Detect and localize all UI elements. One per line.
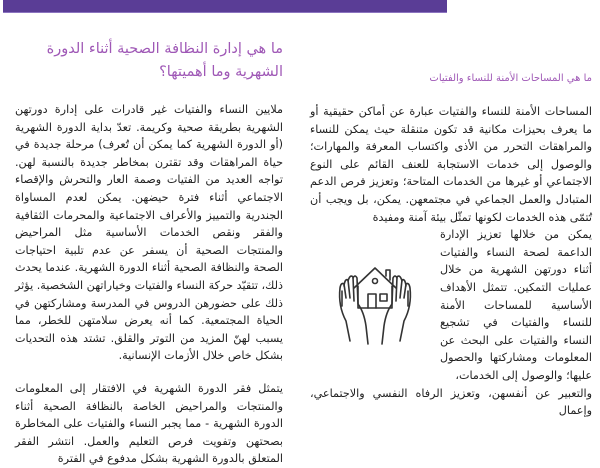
paragraph-safe-spaces-intro: المساحات الأمنة للنساء والفتيات عبارة عن أماكن حقيقية أو ما يعرف بحيزات مكانية قد تكون متنقلة حيث يمكن للنساء والمراهقات التحرر من الأذى واكتساب المعرفة والمهارات؛ والوصول إلى خدمات الاستجابة للعنف القائم على النوع الاجتماعي أو غيرها من الخدمات المتاحة؛ وتعزيز فرص الدعم المتبادل والعمل الجماعي في مجتمعهن. يمكن، بل ويجب أن تُتمّى هذه الخدمات لكونها تمثّل بيئة آمنة ومفيدة (310, 105, 592, 224)
hands-holding-house-icon (310, 226, 440, 376)
right-column (310, 72, 592, 420)
header-bar (3, 0, 447, 13)
left-column (15, 38, 283, 468)
paragraph-menstrual-hygiene-intro: ملايين النساء والفتيات غير قادرات على إدارة دورتهن الشهرية بطريقة صحية وكريمة. تعدّ بداية الدورة الشهرية (أو الدورة الشهرية كما يمكن أن تُعرف) مرحلة جديدة في حياة المراهقات وقد تقترن بمخاطر جديدة بالنسبة لهن. تواجه العديد من الفتيات وصمة العار والتحرش والإقصاء الاجتماعي أثناء فترة حيضهن. يمكن لعدم المساواة الجندرية والتمييز والأعراف الاجتماعية والمحرمات الثقافية والفقر ونقص الخدمات الأساسية مثل المراحيض والمنتجات الصحية أن يسفر عن عدم تلبية احتياجات الصحة والنظافة الصحية أثناء الدورة الشهرية. عندما يحدث ذلك، تتقيّد حركة النساء والفتيات وخياراتهن الشخصية. يؤثر ذلك على حضورهن الدروس في المدرسة ومشاركتهن في الحياة المجتمعية. كما أنه يعرض سلامتهن للخطر، مما يسبب لهنّ المزيد من التوتر والقلق. تشتد هذه التحديات بشكل خاص خلال الأزمات الإنسانية. (15, 103, 283, 363)
paragraph-safe-spaces-objectives: يمكن من خلالها تعزيز الإدارة الداعمة لصحة النساء والفتيات أثناء دورتهن الشهرية من خلال عمليات التمكين. تتمثل الأهداف الأساسية للمساحات الأمنة للنساء والفتيات في تشجيع النساء والفتيات على البحث عن المعلومات ومشاركتها والحصول عليها؛ والوصول إلى الخدمات، (440, 228, 592, 382)
section-heading-menstrual-hygiene: ما هي إدارة النظافة الصحية أثناء الدورة الشهرية وما أهميتها؟ (46, 41, 283, 80)
paragraph-safe-spaces-continued: والتعبير عن أنفسهن، وتعزيز الرفاه النفسي والاجتماعي، وإعمال (310, 386, 592, 418)
section-heading-safe-spaces: ما هي المساحات الأمنة للنساء والفتيات (429, 73, 592, 84)
paragraph-period-poverty: يتمثل فقر الدورة الشهرية في الافتقار إلى المعلومات والمنتجات والمراحيض الخاصة بالنظافة الصحية أثناء الدورة الشهرية - مما يجبر النساء والفتيات على المخاطرة بصحتهن وتفويت فرص التعليم والعمل. انتشر الفقر المتعلق بالدورة الشهرية بشكل مدفوع في الفترة (15, 381, 283, 466)
